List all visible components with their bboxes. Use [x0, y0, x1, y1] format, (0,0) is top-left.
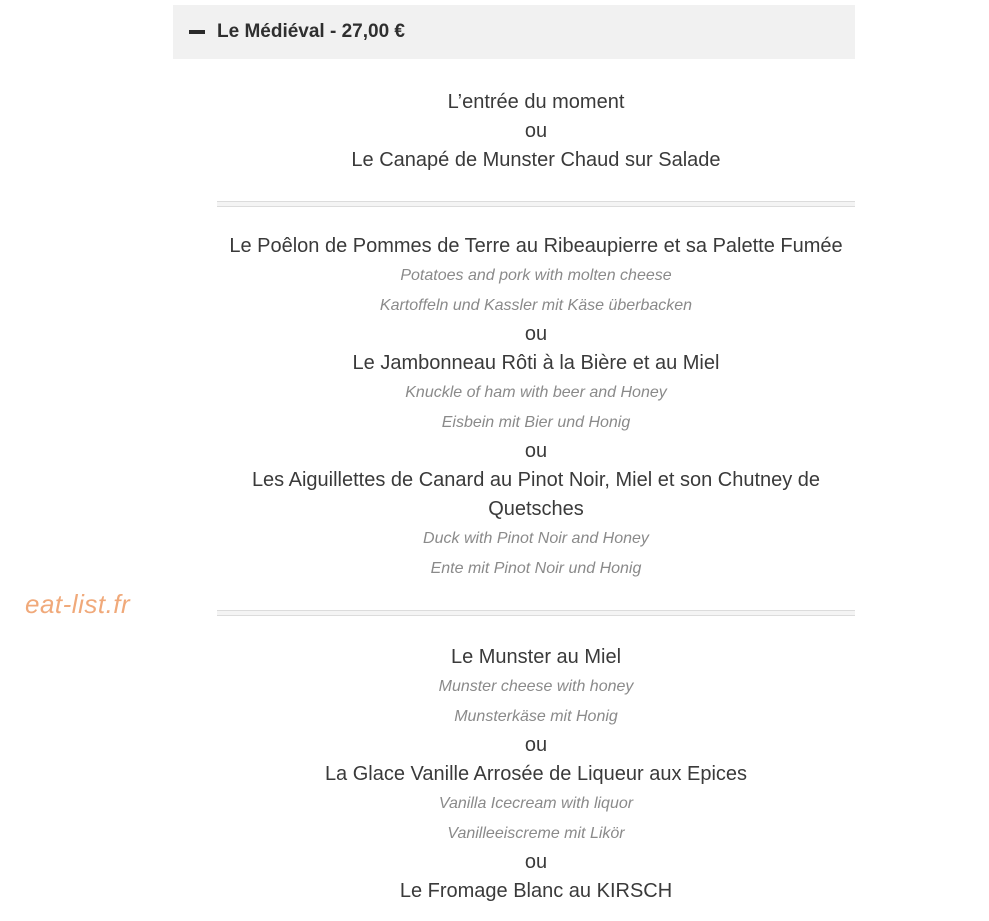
dish-name: La Glace Vanille Arrosée de Liqueur aux Epices	[324, 763, 748, 785]
dish-translation-de: Vanilleeiscreme mit Likör	[447, 824, 625, 842]
section-divider	[217, 610, 855, 616]
dish-name: Le Canapé de Munster Chaud sur Salade	[351, 149, 721, 171]
dish-translation-de: Eisbein mit Bier und Honig	[441, 413, 631, 431]
menu-accordion-header[interactable]	[173, 5, 855, 59]
dish-name: Le Jambonneau Rôti à la Bière et au Miel	[352, 352, 720, 374]
dish-translation-en: Potatoes and pork with molten cheese	[400, 267, 672, 284]
dish-translation-de: Ente mit Pinot Noir und Honig	[430, 559, 642, 577]
or-separator: ou	[524, 440, 548, 462]
main-course-section	[217, 232, 855, 583]
menu-title: Le Médiéval - 27,00 €	[217, 21, 405, 42]
or-separator: ou	[524, 323, 548, 345]
or-separator: ou	[524, 851, 548, 873]
dish-translation-en: Vanilla Icecream with liquor	[438, 795, 634, 812]
entree-section	[217, 88, 855, 175]
dish-name: Les Aiguillettes de Canard au Pinot Noir, Miel et son Chutney de Quetsches	[251, 469, 821, 520]
dish-translation-en: Knuckle of ham with beer and Honey	[405, 384, 667, 401]
dish-name: Le Munster au Miel	[450, 646, 622, 668]
dish-translation-de: Kartoffeln und Kassler mit Käse überbacken	[379, 296, 693, 314]
dish-translation-en: Munster cheese with honey	[438, 678, 634, 695]
dish-translation-en: Duck with Pinot Noir and Honey	[423, 530, 649, 547]
watermark-text: eat-list.fr	[25, 589, 131, 619]
dessert-section	[217, 643, 855, 906]
menu-content	[217, 88, 855, 906]
dish-name: L’entrée du moment	[447, 91, 625, 113]
dish-name: Le Poêlon de Pommes de Terre au Ribeaupierre et sa Palette Fumée	[229, 235, 843, 257]
or-separator: ou	[524, 120, 548, 142]
minus-icon[interactable]	[189, 30, 205, 34]
section-divider	[217, 201, 855, 207]
dish-name: Le Fromage Blanc au KIRSCH	[399, 880, 673, 902]
or-separator: ou	[524, 734, 548, 756]
dish-translation-de: Munsterkäse mit Honig	[454, 707, 618, 725]
